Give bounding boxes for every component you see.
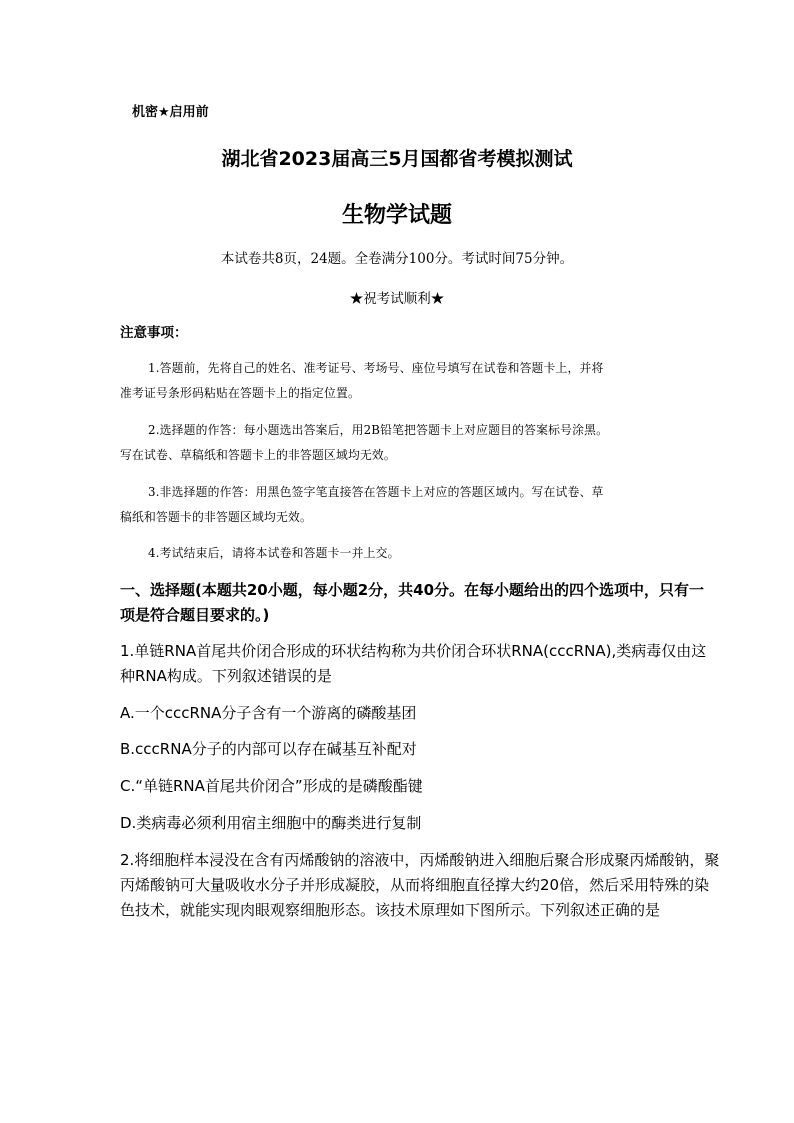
notice-line: 4.考试结束后，请将本试卷和答题卡一并上交。 [148, 546, 400, 560]
notice-line: 准考证号条形码粘贴在答题卡上的指定位置。 [120, 386, 360, 400]
exam-info: 本试卷共8页，24题。全卷满分100分。考试时间75分钟。 [220, 251, 574, 267]
notice-line: 1.答题前，先将自己的姓名、准考证号、考场号、座位号填写在试卷和答题卡上，并将 [148, 361, 604, 375]
section-heading-continued: 项是符合题目要求的。) [120, 606, 270, 624]
question-2-stem-continued: 丙烯酸钠可大量吸收水分子并形成凝胶，从而将细胞直径撑大约20倍，然后采用特殊的染 [120, 876, 710, 894]
question-1-option-b: B.cccRNA分子的内部可以存在碱基互补配对 [120, 740, 417, 758]
question-1-stem: 1.单链RNA首尾共价闭合形成的环状结构称为共价闭合环状RNA(cccRNA),类病毒仅由这 [120, 642, 707, 660]
exam-title: 湖北省2023届高三5月国都省考模拟测试 [221, 148, 573, 170]
section-heading: 一、选择题(本题共20小题，每小题2分，共40分。在每小题给出的四个选项中，只有一 [120, 581, 705, 599]
notice-line: 写在试卷、草稿纸和答题卡上的非答题区域均无效。 [120, 448, 396, 462]
question-2-stem: 2.将细胞样本浸没在含有丙烯酸钠的溶液中，丙烯酸钠进入细胞后聚合形成聚丙烯酸钠，聚 [120, 851, 720, 869]
confidential-label: 机密★启用前 [132, 105, 209, 120]
notice-line: 3.非选择题的作答：用黑色签字笔直接答在答题卡上对应的答题区域内。写在试卷、草 [148, 485, 604, 499]
good-luck-line: ★祝考试顺利★ [349, 291, 445, 307]
subject-title: 生物学试题 [341, 203, 452, 228]
question-1-stem-continued: 种RNA构成。下列叙述错误的是 [120, 667, 332, 685]
question-2-stem-continued: 色技术，就能实现肉眼观察细胞形态。该技术原理如下图所示。下列叙述正确的是 [120, 901, 661, 919]
question-1-option-a: A.一个cccRNA分子含有一个游离的磷酸基团 [120, 704, 417, 722]
question-1-option-c: C.“单链RNA首尾共价闭合”形成的是磷酸酯键 [120, 777, 423, 795]
notice-line: 2.选择题的作答：每小题选出答案后，用2B铅笔把答题卡上对应题目的答案标号涂黑。 [148, 423, 609, 437]
question-1-option-d: D.类病毒必须利用宿主细胞中的酶类进行复制 [120, 814, 422, 832]
notice-line: 稿纸和答题卡的非答题区域均无效。 [120, 510, 312, 524]
notice-heading: 注意事项： [120, 325, 188, 341]
